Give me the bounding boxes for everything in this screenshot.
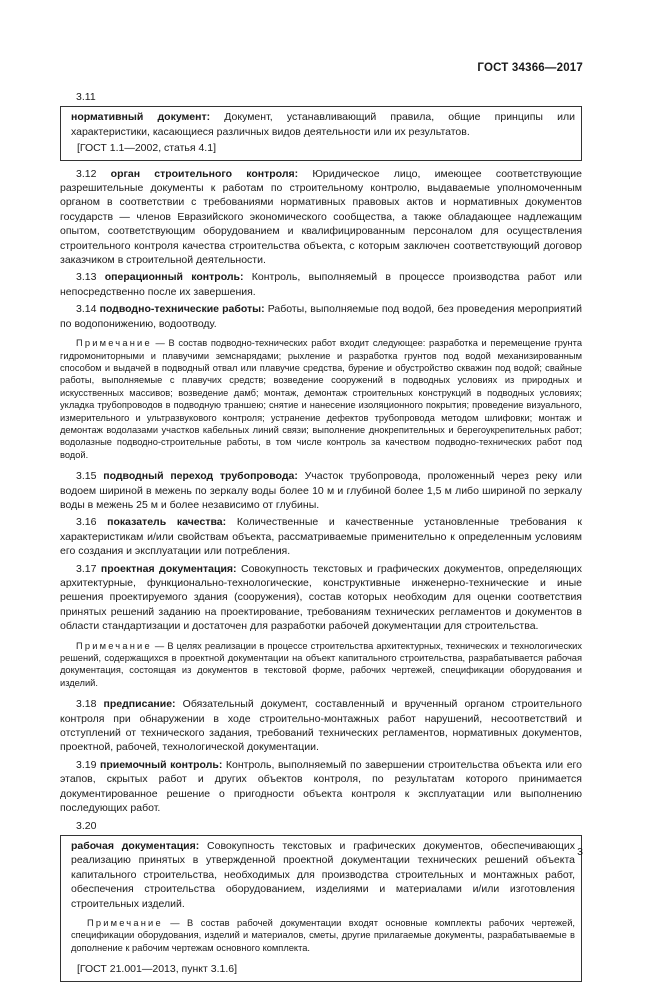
term-3-19-term: приемочный контроль:	[100, 758, 223, 771]
term-3-16-text: Количественные и качественные установленные требования к характеристикам и/или свойствам объекта, рассматриваемые применительно к определенным условиям его создания и эксплуатации или потребления.	[60, 516, 582, 558]
term-3-16-term: показатель качества:	[107, 516, 227, 529]
term-3-14-note-text: — В состав подводно-технических работ входит следующее: разработка и перемещение грунта гидромониторными и плавучими земснарядами; рыхление и разработка грунтов под водой механизированным способом и выдачей в подводный отвал или плавучие средства, бурение и обустройство скважин под водой; свайные работы, выполняемые с плавучих средств; возведение сооружений в подводных условиях из природных и искусственных массивов; возведение дамб; монтаж, демонтаж строительных конструкций в подводных условиях; укладка трубопроводов в подводную траншею; снятие и нанесение изоляционного покрытия; проведение визуального, измерительного и ультразвукового контроля; устранение дефектов трубопровода методом шлифовки; монтаж и демонтаж водолазами участков кабельных линий связи; выполнение днокрепительных и берегоукрепительных работ; водолазные подводно-строительные работы, в том числе контроль за качеством подводно-технических работ под водой.	[60, 338, 582, 460]
term-3-11-term: нормативный документ:	[71, 111, 211, 124]
term-3-19-text: Контроль, выполняемый по завершении строительства объекта или его этапов, скрытых работ и других объектов контроля, по результатам которого принимается документированное решение о пригодности объекта контроля к эксплуатации или выполнению последующих работ.	[60, 758, 582, 815]
term-3-14-note-label: Примечание	[76, 338, 152, 349]
term-3-19	[60, 758, 582, 816]
term-3-15	[60, 469, 582, 512]
term-3-18-term: предписание:	[103, 698, 176, 711]
term-3-11-number: 3.11	[76, 91, 96, 103]
term-3-18-text: Обязательный документ, составленный и врученный органом строительного контроля при обнаружении в ходе строительно-монтажных работ нарушений, несоответствий и отступлений от технического задания, требований технических регламентов, нормативных документов, проектной, рабочей, технологической документации.	[60, 698, 583, 754]
document-body	[60, 90, 582, 988]
term-3-17-number: 3.17	[76, 562, 97, 575]
term-3-14-note	[60, 337, 582, 461]
term-3-17-term: проектная документация:	[100, 562, 237, 575]
term-3-15-text: Участок трубопровода, проложенный через реку или водоем шириной в межень по зеркалу воды более 10 м и глубиной более 1,5 м либо шириной по зеркалу воды в межень 25 м и более независимо от глубины.	[60, 470, 583, 511]
term-3-14-text: Работы, выполняемые под водой, без проведения мероприятий по водопонижению, водоотводу.	[60, 303, 582, 330]
term-3-15-number: 3.15	[76, 470, 97, 483]
term-3-14	[60, 302, 582, 331]
term-3-11-definition	[71, 110, 575, 139]
term-3-12-number: 3.12	[76, 167, 97, 180]
term-3-17-text: Совокупность текстовых и графических документов, определяющих архитектурные, функционально-технологические, конструктивные инженерно-технические и иные решения проектируемого здания (сооружения), состав которых необходим для оценки соответствия принятых решений заданию на проектирование, требованиям технических регламентов и документов в области стандартизации и достаточен для разработки рабочей документации для строительства.	[60, 562, 582, 633]
term-3-18	[60, 697, 582, 755]
term-3-17-note	[60, 640, 582, 690]
term-3-16	[60, 515, 582, 558]
term-3-17-note-label: Примечание	[76, 640, 152, 651]
term-3-20-box	[60, 835, 582, 982]
term-3-20-text: Совокупность текстовых и графических документов, обеспечивающих реализацию принятых в утвержденной проектной документации технических решений объекта капитального строительства, необходимых для производства строительных и монтажных работ, обеспечения строительства оборудованием, изделиями и материалами и/или изготовления строительных изделий.	[71, 839, 576, 910]
term-3-11-box	[60, 106, 582, 160]
term-3-20-note	[71, 917, 575, 954]
term-3-16-number: 3.16	[76, 516, 97, 529]
term-3-15-term: подводный переход трубопровода:	[103, 470, 298, 483]
term-3-13-text: Контроль, выполняемый в процессе производства работ или непосредственно после их завершения.	[60, 271, 582, 298]
term-3-20-definition	[71, 839, 575, 911]
term-3-12	[60, 167, 582, 268]
term-3-13	[60, 270, 582, 299]
term-3-20-reference: [ГОСТ 21.001—2013, пункт 3.1.6]	[77, 963, 237, 976]
term-3-17	[60, 562, 582, 634]
term-3-11-reference: [ГОСТ 1.1—2002, статья 4.1]	[77, 142, 216, 155]
term-3-17-note-text: — В целях реализации в процессе строительства архитектурных, технических и технологических решений, содержащихся в проектной документации на объект капитального строительства, разрабатывается рабочая документация, состоящая из документов в текстовой форме, рабочих чертежей, спецификации оборудования и изделий.	[60, 640, 582, 688]
term-3-11-text: Документ, устанавливающий правила, общие принципы или характеристики, касающиеся различных видов деятельности или их результатов.	[71, 111, 575, 138]
page-number: 3	[577, 846, 583, 858]
term-3-13-term: операционный контроль:	[104, 271, 244, 284]
document-header: ГОСТ 34366—2017	[477, 62, 583, 74]
term-3-19-number: 3.19	[76, 758, 97, 771]
term-3-20-term: рабочая документация:	[71, 839, 200, 852]
term-3-14-term: подводно-технические работы:	[99, 303, 265, 316]
term-3-20-number: 3.20	[76, 819, 97, 832]
term-3-20-note-text: — В состав рабочей документации входят основные комплекты рабочих чертежей, спецификации оборудования, изделий и материалов, сметы, другие прилагаемые документы, разрабатываемые в дополнение к рабочим чертежам основного комплекта.	[71, 917, 575, 953]
term-3-13-number: 3.13	[76, 271, 97, 284]
term-3-14-number: 3.14	[76, 303, 97, 316]
term-3-12-term: орган строительного контроля:	[110, 167, 299, 180]
term-3-18-number: 3.18	[76, 698, 97, 711]
term-3-20-note-label: Примечание	[87, 917, 163, 928]
term-3-12-text: Юридическое лицо, имеющее соответствующие разрешительные документы к работам по строительному контролю, выдаваемые уполномоченным органом в соответствии с требованиями нормативных правовых актов и нормативных документов государств — членов Евразийского экономического сообщества, а также обладающее надлежащим опытом, соответствующим оборудованием и квалифицированным персоналом для осуществления строительного контроля качества строительства объекта, с которым заключен соответствующий договор заказчиком в строительной деятельности.	[60, 167, 582, 267]
